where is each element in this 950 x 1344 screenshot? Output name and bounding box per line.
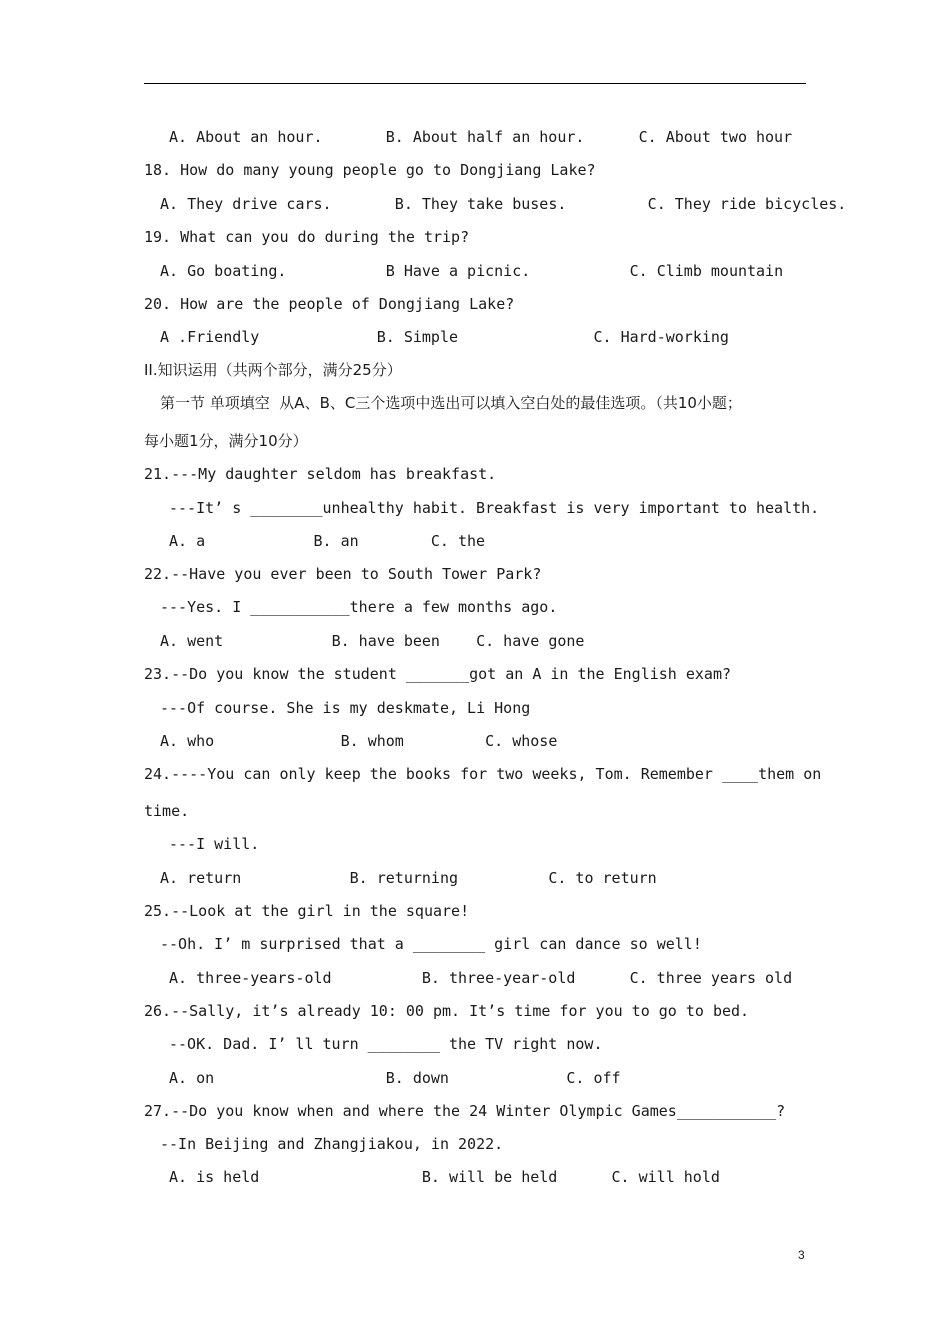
q23-question: 23.--Do you know the student _______got an A in the English exam? <box>144 665 731 683</box>
q26-response: --OK. Dad. I’ ll turn ________ the TV right now. <box>169 1035 603 1053</box>
q27-response: --In Beijing and Zhangjiakou, in 2022. <box>160 1135 504 1153</box>
q21-question: 21.---My daughter seldom has breakfast. <box>144 465 497 483</box>
page-number: 3 <box>798 1248 805 1262</box>
q25-response: --Oh. I’ m surprised that a ________ girl can dance so well! <box>160 935 702 953</box>
q27-question: 27.--Do you know when and where the 24 Winter Olympic Games___________? <box>144 1102 786 1120</box>
q26-options: A. on B. down C. off <box>169 1069 621 1087</box>
q24-options: A. return B. returning C. to return <box>160 869 657 887</box>
q20-options: A .Friendly B. Simple C. Hard-working <box>160 328 729 346</box>
q25-question: 25.--Look at the girl in the square! <box>144 902 470 920</box>
q22-response: ---Yes. I ___________there a few months ago. <box>160 598 558 616</box>
q22-options: A. went B. have been C. have gone <box>160 632 585 650</box>
q20-question: 20. How are the people of Dongjiang Lake? <box>144 295 515 313</box>
q21-options: A. a B. an C. the <box>169 532 486 550</box>
q26-question: 26.--Sally, it’s already 10: 00 pm. It’s time for you to go to bed. <box>144 1002 750 1020</box>
q19-question: 19. What can you do during the trip? <box>144 228 470 246</box>
q17-options: A. About an hour. B. About half an hour. C. About two hour <box>169 128 793 146</box>
header-rule <box>144 83 806 84</box>
q23-response: ---Of course. She is my deskmate, Li Hong <box>160 699 531 717</box>
q24-question: 24.----You can only keep the books for two weeks, Tom. Remember ____them on <box>144 765 822 783</box>
q24-response: ---I will. <box>169 835 260 853</box>
q18-question: 18. How do many young people go to Dongjiang Lake? <box>144 161 596 179</box>
q24-question-cont: time. <box>144 802 190 820</box>
section-instructions-cont: 每小题1分，满分10分） <box>144 432 308 450</box>
section-instructions: 第一节 单项填空 从A、B、C三个选项中选出可以填入空白处的最佳选项。（共10小题； <box>160 394 742 412</box>
q22-question: 22.--Have you ever been to South Tower Park? <box>144 565 542 583</box>
q21-response: ---It’ s ________unhealthy habit. Breakfast is very important to health. <box>169 499 820 517</box>
section-heading: II.知识运用（共两个部分，满分25分） <box>144 361 402 379</box>
q27-options: A. is held B. will be held C. will hold <box>169 1168 720 1186</box>
q25-options: A. three-years-old B. three-year-old C. three years old <box>169 969 793 987</box>
q19-options: A. Go boating. B Have a picnic. C. Climb mountain <box>160 262 784 280</box>
q23-options: A. who B. whom C. whose <box>160 732 558 750</box>
q18-options: A. They drive cars. B. They take buses. C. They ride bicycles. <box>160 195 847 213</box>
